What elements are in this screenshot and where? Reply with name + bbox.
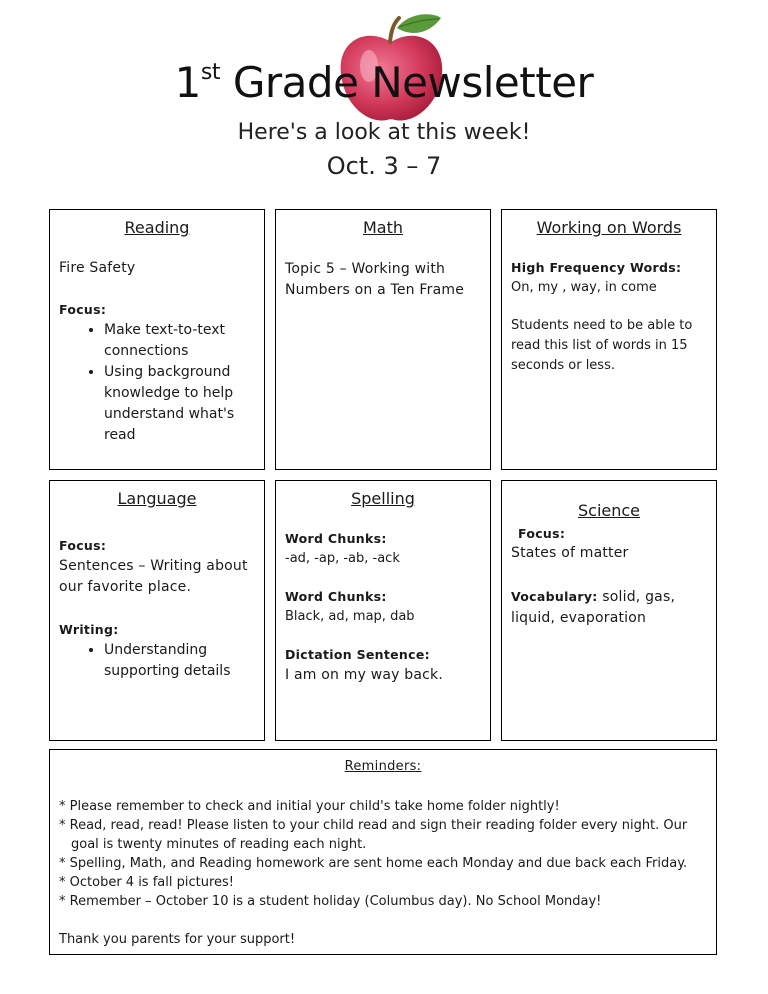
list-item: • Make text-to-text connections bbox=[104, 320, 244, 362]
reading-focus-label: Focus: bbox=[59, 302, 107, 317]
dictation-sentence: I am on my way back. bbox=[285, 667, 443, 683]
reminders-list bbox=[59, 797, 699, 911]
reminders-title: Reminders: bbox=[344, 759, 422, 774]
chunks1-label: Word Chunks: bbox=[285, 531, 387, 546]
math-text: Topic 5 – Working with Numbers on a Ten Frame bbox=[285, 261, 465, 298]
chunks2-label: Word Chunks: bbox=[285, 589, 387, 604]
newsletter-title: 1st Grade Newsletter bbox=[174, 58, 594, 107]
list-item: * Spelling, Math, and Reading homework are sent home each Monday and due back each Friday. bbox=[59, 856, 688, 871]
language-focus-text: Sentences – Writing about our favorite place. bbox=[59, 558, 248, 595]
reading-topic: Fire Safety bbox=[59, 260, 136, 276]
list-item: * October 4 is fall pictures! bbox=[59, 875, 234, 890]
chunks2: Black, ad, map, dab bbox=[285, 609, 415, 624]
spelling-title: Spelling bbox=[351, 489, 415, 508]
math-title: Math bbox=[362, 218, 404, 237]
words-title: Working on Words bbox=[536, 218, 682, 237]
reminders-closing: Thank you parents for your support! bbox=[59, 932, 296, 947]
hf-words-label: High Frequency Words: bbox=[511, 260, 682, 275]
list-item: * Remember – October 10 is a student holiday (Columbus day). No School Monday! bbox=[59, 894, 602, 909]
reading-focus-list bbox=[54, 320, 244, 446]
newsletter-header bbox=[0, 0, 768, 200]
list-item: • Using background knowledge to help understand what's read bbox=[104, 362, 244, 446]
reminders-box bbox=[49, 749, 717, 955]
math-box bbox=[275, 209, 491, 470]
reading-box bbox=[49, 209, 265, 470]
vocab-label: Vocabulary: bbox=[511, 589, 598, 604]
science-title: Science bbox=[577, 501, 641, 520]
chunks1: -ad, -ap, -ab, -ack bbox=[285, 551, 400, 566]
science-vocab bbox=[511, 586, 706, 629]
reading-title: Reading bbox=[124, 218, 190, 237]
science-focus-text: States of matter bbox=[511, 545, 629, 561]
words-box bbox=[501, 209, 717, 470]
week-subtitle: Here's a look at this week! bbox=[237, 120, 531, 145]
list-item: * Please remember to check and initial your child's take home folder nightly! bbox=[59, 799, 560, 814]
hf-words: On, my , way, in come bbox=[511, 280, 657, 295]
list-item: • Understanding supporting details bbox=[104, 640, 244, 682]
dictation-label: Dictation Sentence: bbox=[285, 647, 430, 662]
week-dates: Oct. 3 – 7 bbox=[326, 152, 442, 180]
words-note: Students need to be able to read this list of words in 15 seconds or less. bbox=[511, 318, 693, 373]
science-focus-label: Focus: bbox=[518, 526, 566, 541]
writing-label: Writing: bbox=[59, 622, 119, 637]
language-title: Language bbox=[117, 489, 197, 508]
science-box bbox=[501, 480, 717, 741]
vocab-words: solid, gas, liquid, evaporation bbox=[511, 589, 676, 626]
language-box bbox=[49, 480, 265, 741]
list-item: * Read, read, read! Please listen to your child read and sign their reading folder every night. Our goal is twenty minutes of reading each night. bbox=[59, 818, 688, 852]
language-focus-label: Focus: bbox=[59, 538, 107, 553]
spelling-box bbox=[275, 480, 491, 741]
writing-list bbox=[54, 640, 244, 682]
